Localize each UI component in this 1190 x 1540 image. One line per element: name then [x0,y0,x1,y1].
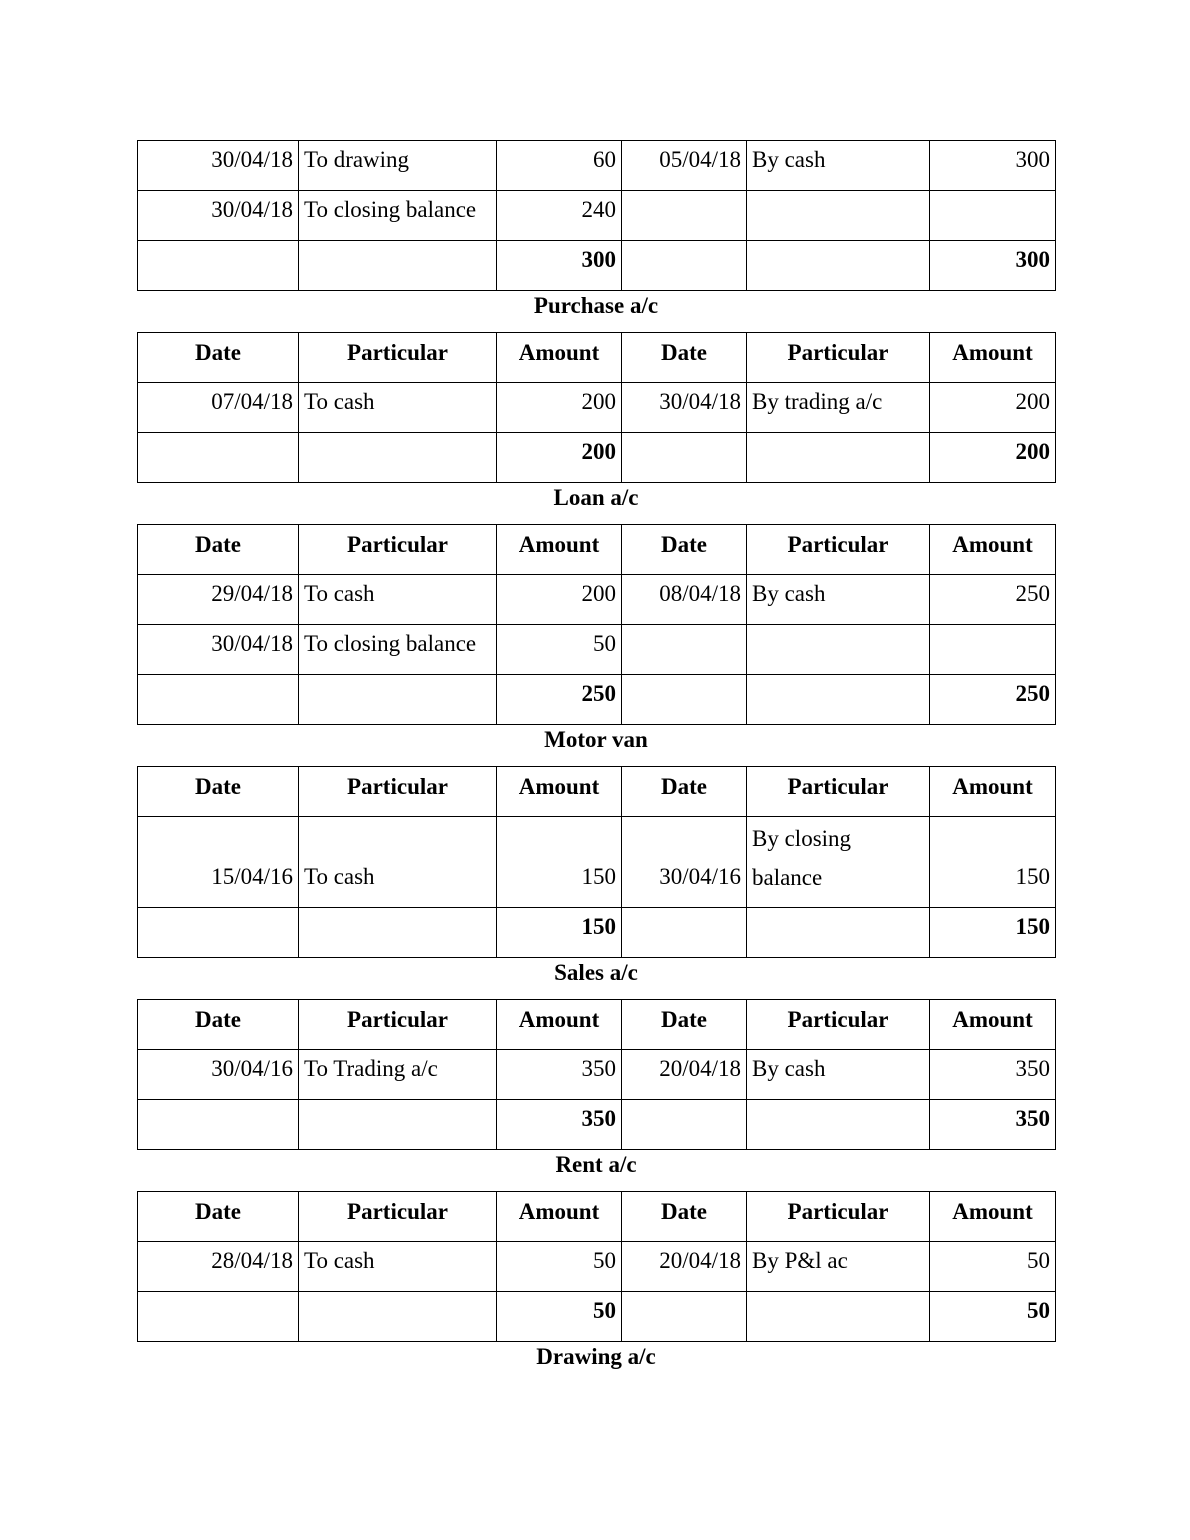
credit-amount: 150 [930,817,1056,908]
credit-particular [747,625,930,675]
debit-amount: 200 [497,575,622,625]
credit-total: 350 [930,1100,1056,1150]
credit-date: 20/04/18 [622,1242,747,1292]
table-row [138,191,1056,241]
empty-cell [138,1100,299,1150]
empty-cell [747,1100,930,1150]
ledger-table-motor-van [137,766,1056,958]
debit-total: 50 [497,1292,622,1342]
debit-particular: To cash [299,1242,497,1292]
account-title: Loan a/c [553,485,639,510]
credit-particular: By trading a/c [747,383,930,433]
column-header-amount: Amount [930,767,1056,817]
ledger-table-continued [137,140,1056,291]
column-header-particular: Particular [747,767,930,817]
debit-particular: To cash [299,817,497,908]
column-header-amount: Amount [497,1192,622,1242]
column-header-date: Date [138,1192,299,1242]
table-row [138,383,1056,433]
column-header-amount: Amount [930,1000,1056,1050]
credit-particular [747,191,930,241]
credit-amount: 200 [930,383,1056,433]
credit-particular: By cash [747,141,930,191]
debit-date: 30/04/18 [138,191,299,241]
debit-particular: To closing balance [299,191,497,241]
credit-total: 150 [930,908,1056,958]
account-title: Sales a/c [554,960,638,985]
debit-date: 30/04/16 [138,1050,299,1100]
empty-cell [622,1292,747,1342]
account-title: Motor van [544,727,648,752]
ledger-table-rent [137,1191,1056,1342]
debit-date: 15/04/16 [138,817,299,908]
column-header-amount: Amount [930,333,1056,383]
empty-cell [138,908,299,958]
credit-total: 250 [930,675,1056,725]
debit-amount: 50 [497,1242,622,1292]
column-header-particular: Particular [747,1192,930,1242]
empty-cell [747,1292,930,1342]
column-header-date: Date [622,525,747,575]
credit-date [622,625,747,675]
account-title: Purchase a/c [533,293,659,318]
column-header-particular: Particular [299,1000,497,1050]
table-row [138,817,1056,908]
credit-amount: 50 [930,1242,1056,1292]
document-page [137,140,1055,1383]
empty-cell [299,908,497,958]
account-title: Drawing a/c [536,1344,656,1369]
table-row [138,575,1056,625]
column-header-amount: Amount [497,767,622,817]
empty-cell [138,675,299,725]
column-header-amount: Amount [930,525,1056,575]
credit-date: 30/04/16 [622,817,747,908]
total-row [138,675,1056,725]
debit-total: 350 [497,1100,622,1150]
column-header-date: Date [622,333,747,383]
header-row [138,1000,1056,1050]
credit-total: 50 [930,1292,1056,1342]
credit-amount: 350 [930,1050,1056,1100]
header-row [138,767,1056,817]
header-row [138,525,1056,575]
column-header-particular: Particular [299,333,497,383]
empty-cell [299,1292,497,1342]
debit-amount: 200 [497,383,622,433]
credit-total: 300 [930,241,1056,291]
debit-amount: 350 [497,1050,622,1100]
empty-cell [747,908,930,958]
credit-date [622,191,747,241]
debit-date: 30/04/18 [138,625,299,675]
table-row [138,1050,1056,1100]
total-row [138,433,1056,483]
credit-date: 30/04/18 [622,383,747,433]
debit-date: 28/04/18 [138,1242,299,1292]
empty-cell [138,1292,299,1342]
column-header-date: Date [622,1000,747,1050]
credit-particular: By cash [747,1050,930,1100]
credit-amount [930,625,1056,675]
ledger-table-loan [137,524,1056,725]
debit-particular: To cash [299,383,497,433]
header-row [138,1192,1056,1242]
column-header-particular: Particular [299,525,497,575]
debit-amount: 240 [497,191,622,241]
empty-cell [299,1100,497,1150]
ledger-table-sales [137,999,1056,1150]
account-title: Rent a/c [555,1152,637,1177]
empty-cell [299,675,497,725]
credit-date: 08/04/18 [622,575,747,625]
column-header-particular: Particular [299,767,497,817]
column-header-particular: Particular [747,1000,930,1050]
table-row [138,625,1056,675]
empty-cell [138,241,299,291]
empty-cell [747,241,930,291]
empty-cell [622,908,747,958]
column-header-date: Date [622,1192,747,1242]
debit-amount: 60 [497,141,622,191]
column-header-date: Date [138,525,299,575]
credit-total: 200 [930,433,1056,483]
total-row [138,908,1056,958]
credit-particular: By closing balance [747,817,930,908]
debit-particular: To cash [299,575,497,625]
empty-cell [747,675,930,725]
debit-particular: To drawing [299,141,497,191]
empty-cell [622,241,747,291]
credit-amount [930,191,1056,241]
debit-date: 30/04/18 [138,141,299,191]
debit-amount: 150 [497,817,622,908]
total-row [138,1100,1056,1150]
empty-cell [622,675,747,725]
header-row [138,333,1056,383]
empty-cell [138,433,299,483]
empty-cell [299,241,497,291]
debit-total: 250 [497,675,622,725]
debit-amount: 50 [497,625,622,675]
column-header-amount: Amount [930,1192,1056,1242]
empty-cell [299,433,497,483]
column-header-particular: Particular [299,1192,497,1242]
column-header-amount: Amount [497,1000,622,1050]
column-header-date: Date [138,333,299,383]
table-row [138,1242,1056,1292]
debit-particular: To Trading a/c [299,1050,497,1100]
empty-cell [747,433,930,483]
credit-particular: By cash [747,575,930,625]
ledger-table-purchase [137,332,1056,483]
column-header-date: Date [138,1000,299,1050]
total-row [138,241,1056,291]
debit-total: 300 [497,241,622,291]
total-row [138,1292,1056,1342]
column-header-particular: Particular [747,525,930,575]
column-header-amount: Amount [497,333,622,383]
credit-date: 05/04/18 [622,141,747,191]
debit-total: 200 [497,433,622,483]
credit-particular: By P&l ac [747,1242,930,1292]
column-header-amount: Amount [497,525,622,575]
credit-amount: 250 [930,575,1056,625]
empty-cell [622,1100,747,1150]
column-header-date: Date [622,767,747,817]
column-header-particular: Particular [747,333,930,383]
debit-date: 07/04/18 [138,383,299,433]
debit-particular: To closing balance [299,625,497,675]
debit-total: 150 [497,908,622,958]
column-header-date: Date [138,767,299,817]
credit-amount: 300 [930,141,1056,191]
debit-date: 29/04/18 [138,575,299,625]
table-row [138,141,1056,191]
credit-date: 20/04/18 [622,1050,747,1100]
empty-cell [622,433,747,483]
